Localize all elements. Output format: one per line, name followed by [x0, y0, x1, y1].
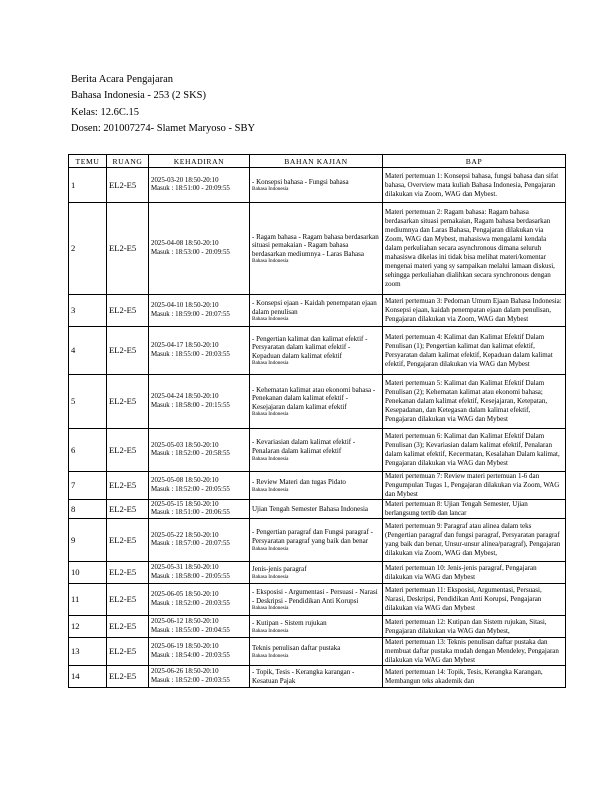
checkin-time: Masuk : 18:51:00 - 20:09:55 — [151, 185, 230, 192]
table-row — [69, 168, 566, 203]
meeting-number: 7 — [69, 472, 107, 500]
bap-text: Materi pertemuan 11: Eksposisi, Argumentasi, Persuasi, Narasi, Deskripsi, Pendidikan Anti Korupsi, Pengajaran dilakukan via WAG dan Mybest — [383, 584, 566, 616]
table-row — [69, 203, 566, 295]
table-row — [69, 472, 566, 500]
attendance-cell — [149, 168, 250, 203]
room-code: EL2-E5 — [107, 429, 149, 472]
document-title: Berita Acara Pengajaran — [71, 74, 174, 85]
table-row — [69, 638, 566, 666]
room-code: EL2-E5 — [107, 375, 149, 429]
bap-text: Materi pertemuan 12: Kutipan dan Sistem rujukan, Sitasi, Pengajaran dilakukan via WAG dan Mybest, — [383, 616, 566, 638]
topic-cell — [250, 472, 383, 500]
schedule-time: 2025-06-12 18:50-20:10 — [151, 618, 219, 626]
bap-text: Materi pertemuan 5: Kalimat dan Kalimat Efektif Dalam Penulisan (2); Kehematan kalimat atau ekonomi bahasa; Penekanan dalam kalimat efektif, Kesejajaran, Ketepatan, Kesepadanan, dan Ketegasan dalam kalimat efektif, Pengajaran dilakukan via WAG dan Mybest — [383, 375, 566, 429]
schedule-time: 2025-04-17 18:50-20:10 — [151, 342, 219, 350]
topic-text: - Kutipan - Sistem rujukan — [252, 619, 327, 628]
topic-text: - Kevariasian dalam kalimat efektif - Penalaran dalam kalimat efektif — [252, 438, 356, 455]
bap-text: Materi pertemuan 7: Review materi pertemuan 1-6 dan Pengumpulan Tugas 1, Pengajaran dilakukan via Zoom, WAG dan Mybest — [383, 472, 566, 500]
room-code: EL2-E5 — [107, 295, 149, 327]
bap-text: Materi pertemuan 2: Ragam bahasa: Ragam bahasa berdasarkan situasi pemakaian, Ragam bahasa berdasarkan mediumnya dan Laras Bahasa, Pengajaran dilakukan via Zoom, WAG dan Mybest, mahasiswa mengalami kendala dalam perkuliahan secara asynchronous dimana seluruh mahasiswa dikelas ini tidak bisa melihat materi/komentar mengenai materi yang sy sampaikan melalui lamaan diskusi, sehingga perkuliahan dialihkan secara synchronous dengan zoom — [383, 203, 566, 295]
attendance-cell — [149, 616, 250, 638]
topic-text: Jenis-jenis paragraf — [252, 565, 307, 574]
class-line: Kelas: 12.6C.15 — [71, 106, 139, 118]
topic-subject: Bahasa Indonesia — [252, 316, 289, 323]
topic-text: - Review Materi dan tugas Pidato — [252, 478, 346, 487]
attendance-cell — [149, 472, 250, 500]
document-header — [71, 72, 255, 138]
topic-subject: Bahasa Indonesia — [252, 545, 289, 552]
topic-cell — [250, 616, 383, 638]
schedule-time: 2025-03-20 18:50-20:10 — [151, 176, 219, 184]
topic-text: - Pengertian paragraf dan Fungsi paragraf - Persyaratan paragraf yang baik dan benar — [252, 528, 373, 545]
topic-cell — [250, 666, 383, 688]
col-header-kehadiran: KEHADIRAN — [149, 155, 250, 168]
topic-cell — [250, 429, 383, 472]
bap-text: Materi pertemuan 8: Ujian Tengah Semester, Ujian berlangsung tertib dan lancar — [383, 500, 566, 519]
checkin-time: Masuk : 18:52:00 - 20:05:55 — [151, 485, 230, 493]
schedule-time: 2025-05-15 18:50-20:10 — [151, 500, 219, 508]
bap-text: Materi pertemuan 14: Topik, Tesis, Kerangka Karangan, Membangun teks akademik dan — [383, 666, 566, 688]
meeting-number: 8 — [69, 500, 107, 519]
table-row — [69, 666, 566, 688]
topic-subject: Bahasa Indonesia — [252, 411, 289, 418]
checkin-time: Masuk : 18:55:00 - 20:04:55 — [151, 626, 230, 634]
topic-text: - Konsepsi ejaan - Kaidah penempatan ejaan dalam penulisan — [252, 298, 377, 316]
schedule-time: 2025-06-26 18:50-20:10 — [151, 668, 219, 676]
topic-text: - Eksposisi - Argumentasi - Persuasi - Narasi - Deskripsi - Pendidikan Anti Korupsi — [252, 587, 378, 605]
topic-subject: Bahasa Indonesia — [252, 486, 289, 493]
attendance-cell — [149, 327, 250, 375]
checkin-time: Masuk : 18:57:00 - 20:07:55 — [151, 540, 230, 547]
table-row — [69, 375, 566, 429]
checkin-time: Masuk : 18:51:00 - 20:06:55 — [151, 509, 230, 516]
room-code: EL2-E5 — [107, 500, 149, 519]
table-row — [69, 295, 566, 327]
attendance-cell — [149, 203, 250, 295]
topic-subject: Bahasa Indonesia — [252, 455, 289, 462]
topic-cell — [250, 638, 383, 666]
table-row — [69, 519, 566, 562]
checkin-time: Masuk : 18:54:00 - 20:03:55 — [151, 651, 230, 659]
bap-text: Materi pertemuan 10: Jenis-jenis paragraf, Pengajaran dilakukan via WAG dan Mybest — [383, 562, 566, 584]
topic-cell — [250, 327, 383, 375]
checkin-time: Masuk : 18:59:00 - 20:07:55 — [151, 310, 230, 318]
checkin-time: Masuk : 18:53:00 - 20:09:55 — [151, 248, 230, 256]
checkin-time: Masuk : 18:52:00 - 20:58:55 — [151, 450, 230, 457]
topic-text: Ujian Tengah Semester Bahasa Indonesia — [252, 504, 369, 513]
room-code: EL2-E5 — [107, 203, 149, 295]
topic-subject: Bahasa Indonesia — [252, 605, 289, 612]
meeting-number: 6 — [69, 429, 107, 472]
attendance-cell — [149, 429, 250, 472]
meeting-number: 9 — [69, 519, 107, 562]
room-code: EL2-E5 — [107, 562, 149, 584]
meeting-number: 10 — [69, 562, 107, 584]
course-line: Bahasa Indonesia - 253 (2 SKS) — [71, 90, 207, 102]
meeting-number: 14 — [69, 666, 107, 688]
schedule-time: 2025-04-24 18:50-20:10 — [151, 393, 219, 401]
table-row — [69, 500, 566, 519]
meeting-number: 12 — [69, 616, 107, 638]
table-row — [69, 584, 566, 616]
meeting-number: 1 — [69, 168, 107, 203]
topic-cell — [250, 500, 383, 519]
topic-cell — [250, 519, 383, 562]
meeting-number: 3 — [69, 295, 107, 327]
checkin-time: Masuk : 18:52:00 - 20:03:55 — [151, 676, 230, 684]
schedule-time: 2025-05-03 18:50-20:10 — [151, 441, 219, 449]
schedule-time: 2025-05-22 18:50-20:10 — [151, 531, 219, 539]
attendance-cell — [149, 295, 250, 327]
meeting-number: 2 — [69, 203, 107, 295]
table-header-row — [69, 155, 566, 168]
checkin-time: Masuk : 18:52:00 - 20:03:55 — [151, 599, 230, 607]
topic-cell — [250, 562, 383, 584]
schedule-time: 2025-04-08 18:50-20:10 — [151, 240, 219, 248]
attendance-cell — [149, 375, 250, 429]
bap-text: Materi pertemuan 3: Pedoman Umum Ejaan Bahasa Indonesia: Konsepsi ejaan, kaidah penempatan ejaan dalam penulisan, Pengajaran dilakukan via Zoom, WAG dan Mybest — [383, 295, 566, 327]
bap-text: Materi pertemuan 1: Konsepsi bahasa, fungsi bahasa dan sifat bahasa, Overview mata kuliah Bahasa Indonesia, Pengajaran dilakukan via Zoom, WAG dan Mybest. — [383, 168, 566, 203]
bap-text: Materi pertemuan 13: Teknis penulisan daftar pustaka dan membuat daftar pustaka mudah dengan Mendeley, Pengajaran dilakukan via WAG dan Mybest — [383, 638, 566, 666]
attendance-cell — [149, 500, 250, 519]
checkin-time: Masuk : 18:58:00 - 20:05:55 — [151, 572, 230, 580]
topic-cell — [250, 295, 383, 327]
topic-subject: Bahasa Indonesia — [252, 186, 289, 193]
bap-text: Materi pertemuan 4: Kalimat dan Kalimat Efektif Dalam Penulisan (1); Pengertian kalimat dan kalimat efektif, Persyaratan dalam kalimat efektif, Kepaduan dalam kalimat efektif, Pengajaran dilakukan via WAG dan Mybest — [383, 327, 566, 375]
col-header-temu: TEMU — [69, 155, 107, 168]
room-code: EL2-E5 — [107, 638, 149, 666]
room-code: EL2-E5 — [107, 666, 149, 688]
table-row — [69, 429, 566, 472]
topic-text: - Konsepsi bahasa - Fungsi bahasa — [252, 177, 349, 186]
table-row — [69, 616, 566, 638]
schedule-time: 2025-05-08 18:50-20:10 — [151, 477, 219, 485]
topic-text: - Ragam bahasa - Ragam bahasa berdasarkan situasi pemakaian - Ragam bahasa berdasarkan mediumnya - Laras Bahasa — [252, 232, 379, 258]
meeting-number: 5 — [69, 375, 107, 429]
col-header-bap: BAP — [383, 155, 566, 168]
schedule-time: 2025-06-19 18:50-20:10 — [151, 643, 219, 651]
room-code: EL2-E5 — [107, 584, 149, 616]
schedule-time: 2025-04-10 18:50-20:10 — [151, 302, 219, 310]
checkin-time: Masuk : 18:58:00 - 20:15:55 — [151, 401, 230, 409]
topic-text: Teknis penulisan daftar pustaka — [252, 644, 341, 653]
attendance-table — [68, 154, 566, 688]
topic-text: - Pengertian kalimat dan kalimat efektif - Persyaratan dalam kalimat efektif - Kepaduan dalam kalimat efektif — [252, 334, 368, 360]
attendance-cell — [149, 562, 250, 584]
checkin-time: Masuk : 18:55:00 - 20:03:55 — [151, 350, 230, 358]
topic-text: - Kehematan kalimat atau ekonomi bahasa - Penekanan dalam kalimat efektif - Kesejajaran dalam kalimat efektif — [252, 385, 376, 411]
meeting-number: 11 — [69, 584, 107, 616]
meeting-number: 4 — [69, 327, 107, 375]
topic-subject: Bahasa Indonesia — [252, 627, 289, 634]
topic-subject: Bahasa Indonesia — [252, 652, 289, 659]
col-header-ruang: RUANG — [107, 155, 149, 168]
topic-cell — [250, 584, 383, 616]
attendance-cell — [149, 638, 250, 666]
room-code: EL2-E5 — [107, 168, 149, 203]
meeting-number: 13 — [69, 638, 107, 666]
attendance-cell — [149, 519, 250, 562]
table-row — [69, 562, 566, 584]
attendance-cell — [149, 666, 250, 688]
col-header-bahan-kajian: BAHAN KAJIAN — [250, 155, 383, 168]
lecturer-line: Dosen: 201007274- Slamet Maryoso - SBY — [71, 123, 256, 135]
attendance-cell — [149, 584, 250, 616]
topic-text: - Topik, Tesis - Kerangka karangan - Kesatuan Pajak — [252, 667, 355, 685]
room-code: EL2-E5 — [107, 327, 149, 375]
room-code: EL2-E5 — [107, 472, 149, 500]
table-row — [69, 327, 566, 375]
schedule-time: 2025-06-05 18:50-20:10 — [151, 591, 219, 599]
bap-text: Materi pertemuan 6: Kalimat dan Kalimat Efektif Dalam Penulisan (3); Kevariasian dalam kalimat efektif, Penalaran dalam kalimat efektif, Kecermatan, Kesalahan Dalam kalimat, Pengajaran dilakukan via WAG dan Mybest — [383, 429, 566, 472]
topic-subject: Bahasa Indonesia — [252, 258, 289, 265]
topic-subject: Bahasa Indonesia — [252, 573, 289, 580]
room-code: EL2-E5 — [107, 519, 149, 562]
topic-subject: Bahasa Indonesia — [252, 360, 289, 367]
topic-cell — [250, 168, 383, 203]
topic-cell — [250, 203, 383, 295]
room-code: EL2-E5 — [107, 616, 149, 638]
bap-text: Materi pertemuan 9: Paragraf atau alinea dalam teks (Pengertian paragraf dan fungsi paragraf, Persyaratan paragraf yang baik dan benar, Unsur-unsur alinea/paragraf), Pengajaran dilakukan via Zoom, WAG dan Mybest, — [383, 519, 566, 562]
topic-cell — [250, 375, 383, 429]
schedule-time: 2025-05-31 18:50-20:10 — [151, 564, 219, 572]
